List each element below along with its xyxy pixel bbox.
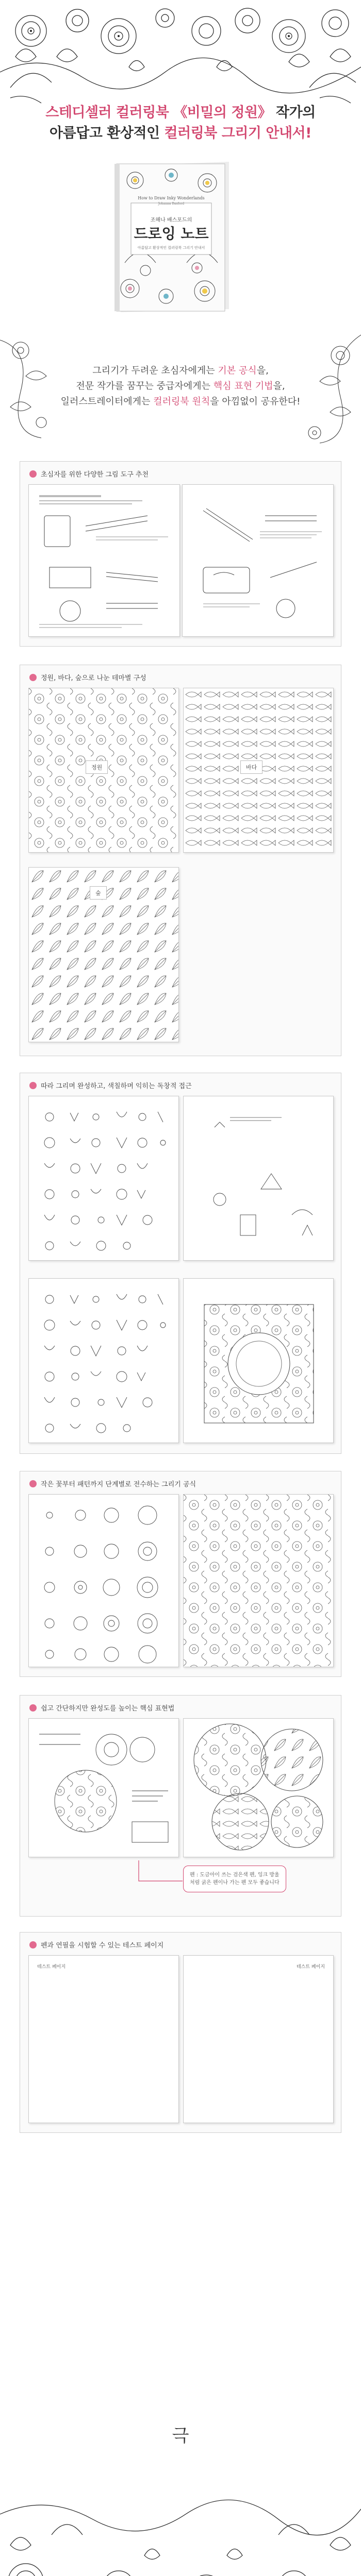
- intro-line-2-pre: 전문 작가를 꿈꾸는 중급자에게는: [76, 381, 214, 392]
- section-patterns: [20, 1471, 341, 1677]
- headline-accent-1: 스테디셀러 컬러링북 《비밀의 정원》: [45, 105, 272, 121]
- forest-theme-page: [28, 867, 179, 1042]
- tools-page-right: [182, 484, 334, 637]
- section-dot-icon: [29, 1480, 37, 1487]
- section-techniques-title-text: 쉽고 간단하지만 완성도를 높이는 핵심 표현법: [41, 1705, 175, 1713]
- techniques-page-right: [183, 1718, 334, 1857]
- motifs-page-4: [183, 1278, 334, 1443]
- intro-line-3-pre: 일러스트레이터에게는: [60, 396, 154, 407]
- section-dot-icon: [29, 1941, 37, 1948]
- section-dot-icon: [29, 1082, 37, 1089]
- book-cover: [114, 160, 234, 314]
- intro-line-1-pre: 그리기가 두려운 초심자에게는: [92, 365, 218, 376]
- intro-line-3-post: 을 아낌없이 공유한다!: [210, 396, 301, 407]
- forest-label: 숲: [90, 886, 107, 900]
- book-english-title: How to Draw Inky Wonderlands: [138, 196, 205, 200]
- section-tools: [20, 461, 341, 647]
- intro-line-3-hl: 컬러링북 원칙: [153, 396, 210, 407]
- section-techniques-title: [29, 1703, 174, 1713]
- sea-theme-page: [183, 688, 334, 853]
- section-themes-title: [29, 672, 146, 682]
- section-dot-icon: [29, 470, 37, 478]
- headline-dark-2: 아름답고 환상적인: [50, 125, 165, 141]
- book-title: 드로잉 노트: [134, 225, 209, 242]
- floral-footer-illustration: [0, 2452, 361, 2576]
- intro-line-1-hl: 기본 공식: [218, 365, 257, 376]
- headline-rest-1: 작가의: [271, 105, 316, 121]
- test-page-right-label: 테스트 페이지: [296, 1964, 325, 1970]
- test-page-left: [28, 1955, 179, 2123]
- intro-line-1-post: 을,: [256, 365, 269, 376]
- headline-accent-2: 컬러링북 그리기 안내서!: [164, 125, 311, 141]
- section-patterns-title-text: 작은 꽃부터 패턴까지 단계별로 전수하는 그리기 공식: [41, 1481, 196, 1488]
- garden-label: 정원: [86, 760, 108, 774]
- section-motifs-title-text: 따라 그리며 완성하고, 색칠하며 익히는 독창적 접근: [41, 1082, 192, 1090]
- headline-line-1: [0, 101, 361, 121]
- publisher-logo: 극: [172, 2426, 189, 2446]
- book-author: 조해나 배스포드의: [150, 217, 192, 223]
- section-testpage-title-text: 펜과 연필을 시험할 수 있는 테스트 페이지: [41, 1942, 164, 1950]
- section-tools-title: [29, 469, 149, 479]
- tools-page-left: [28, 484, 180, 637]
- callout-connector: [134, 1860, 185, 1896]
- section-themes-title-text: 정원, 바다, 숲으로 나눈 테마별 구성: [41, 674, 146, 682]
- section-motifs-title: [29, 1080, 192, 1090]
- motifs-page-2: [183, 1096, 334, 1261]
- section-patterns-title: [29, 1479, 196, 1488]
- garden-theme-page: [28, 688, 179, 853]
- book-subtitle: 아름답고 환상적인 컬러링북 그리기 안내서: [137, 246, 205, 250]
- headline-line-2: [0, 122, 361, 142]
- intro-line-1: [0, 363, 361, 379]
- test-page-left-label: 테스트 페이지: [37, 1964, 66, 1970]
- section-testpage: [20, 1932, 341, 2133]
- book-english-author: Johanna Basford: [158, 202, 185, 206]
- intro-line-3: [0, 394, 361, 410]
- motifs-page-3: [28, 1278, 179, 1443]
- test-page-right: [183, 1955, 334, 2123]
- intro-line-2: [0, 379, 361, 394]
- patterns-page-steps: [28, 1494, 179, 1667]
- section-motifs: [20, 1073, 341, 1454]
- sea-label: 바다: [240, 760, 262, 774]
- section-techniques: [20, 1695, 341, 1917]
- techniques-page-left: [28, 1718, 179, 1857]
- patterns-page-complete: [183, 1494, 334, 1667]
- section-dot-icon: [29, 674, 37, 681]
- section-themes: [20, 665, 341, 1056]
- intro-line-2-post: 을,: [273, 381, 285, 392]
- section-testpage-title: [29, 1940, 163, 1950]
- technique-note: 펜 : 도금아이 쓰는 검은색 펜, 잉크 방울처럼 굵은 펜이나 가는 펜 모두 좋습니다: [183, 1866, 286, 1892]
- section-dot-icon: [29, 1704, 37, 1711]
- intro-text: [0, 363, 361, 410]
- motifs-page-1: [28, 1096, 179, 1261]
- intro-line-2-hl: 핵심 표현 기법: [213, 381, 273, 392]
- section-tools-title-text: 초심자를 위한 다양한 그림 도구 추천: [41, 471, 149, 479]
